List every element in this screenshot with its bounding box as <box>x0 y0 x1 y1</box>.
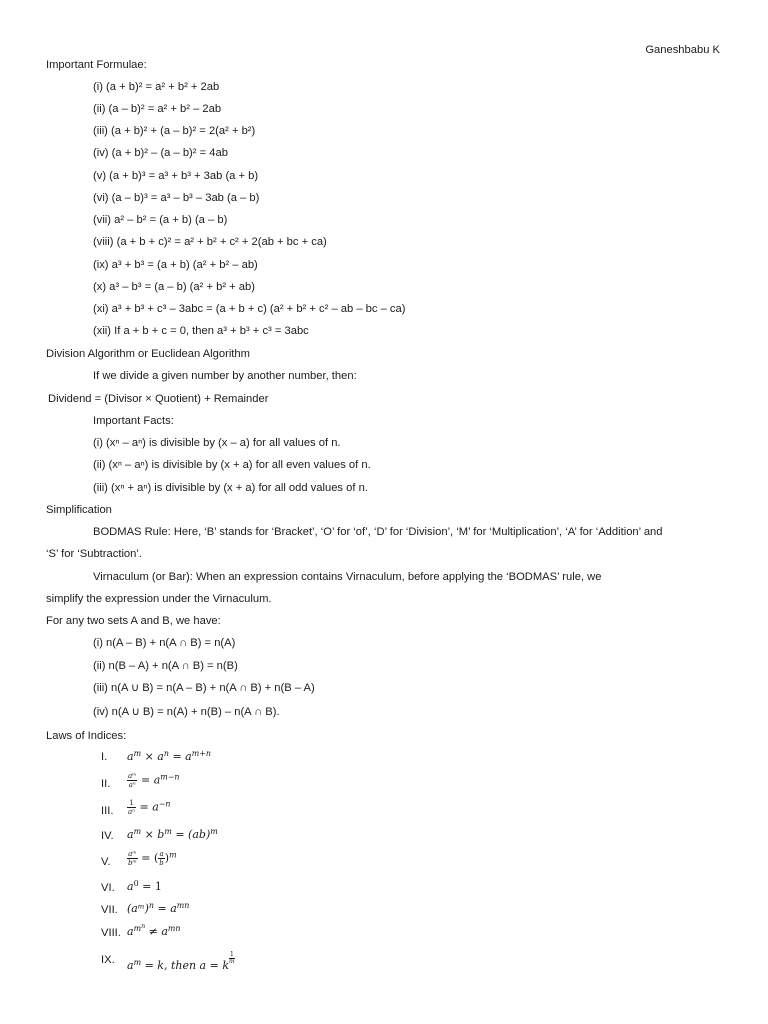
law-numeral: V. <box>101 856 111 868</box>
formula-item: (viii) (a + b + c)² = a² + b² + c² + 2(ab + bc + ca) <box>93 236 327 248</box>
fact-item: (iii) (xⁿ + aⁿ) is divisible by (x + a) for all odd values of n. <box>93 482 368 494</box>
formula-item: (ix) a³ + b³ = (a + b) (a² + b² – ab) <box>93 259 258 271</box>
law-5-expression: $\frac{\text{aᵐ}}{\text{bᵐ}}$ = ( $\frac{a}{b}$ )$^m$ <box>128 850 177 867</box>
indices-heading: Laws of Indices: <box>46 730 127 742</box>
simplification-heading: Simplification <box>46 504 112 516</box>
vinculum-text-cont: simplify the expression under the Virnaculum. <box>46 593 272 605</box>
formula-item: (vi) (a – b)³ = a³ – b³ – 3ab (a – b) <box>93 192 260 204</box>
law-3-expression: $\frac{1}{\text{aⁿ}}$ = $a^{-n}$ <box>128 799 171 816</box>
formula-item: (xii) If a + b + c = 0, then a³ + b³ + c³ = 3abc <box>93 325 309 337</box>
fact-item: (ii) (xⁿ – aⁿ) is divisible by (x + a) for all even values of n. <box>93 459 371 471</box>
author-name: Ganeshbabu K <box>645 44 720 56</box>
set-item: (i) n(A – B) + n(A ∩ B) = n(A) <box>93 637 236 649</box>
formula-item: (xi) a³ + b³ + c³ – 3abc = (a + b + c) (a² + b² + c² – ab – bc – ca) <box>93 303 406 315</box>
facts-heading: Important Facts: <box>93 415 174 427</box>
formula-item: (v) (a + b)³ = a³ + b³ + 3ab (a + b) <box>93 170 259 182</box>
formulae-heading: Important Formulae: <box>46 59 147 71</box>
law-numeral: VIII. <box>101 927 121 939</box>
law-7-expression: (aᵐ)$^n$ = $a^{mn}$ <box>127 901 190 915</box>
formula-item: (x) a³ – b³ = (a – b) (a² + b² + ab) <box>93 281 255 293</box>
law-numeral: VII. <box>101 904 118 916</box>
law-8-expression: $a^{m^n} \ne a^{mn}$ <box>127 922 181 938</box>
set-item: (ii) n(B – A) + n(A ∩ B) = n(B) <box>93 660 238 672</box>
law-numeral: I. <box>101 751 108 763</box>
division-heading: Division Algorithm or Euclidean Algorithm <box>46 348 250 360</box>
law-6-expression: $a^0 = 1$ <box>127 879 162 893</box>
formula-item: (vii) a² – b² = (a + b) (a – b) <box>93 214 228 226</box>
law-numeral: IV. <box>101 830 114 842</box>
law-1-expression: $a^m \times a^n = a^{m+n}$ <box>127 749 211 763</box>
sets-heading: For any two sets A and B, we have: <box>46 615 221 627</box>
law-numeral: II. <box>101 778 111 790</box>
division-intro: If we divide a given number by another number, then: <box>93 370 357 382</box>
set-item: (iii) n(A ∪ B) = n(A – B) + n(A ∩ B) + n(B – A) <box>93 682 315 694</box>
law-numeral: III. <box>101 805 114 817</box>
law-numeral: IX. <box>101 954 115 966</box>
formula-item: (iii) (a + b)² + (a – b)² = 2(a² + b²) <box>93 125 256 137</box>
bodmas-text: BODMAS Rule: Here, ‘B’ stands for ‘Bracket’, ‘O’ for ‘of’, ‘D’ for ‘Division’, ‘M’ for ‘Multiplication’, ‘A’ for ‘Addition’ and <box>93 526 663 538</box>
vinculum-text: Virnaculum (or Bar): When an expression contains Virnaculum, before applying the ‘BODMAS’ rule, we <box>93 571 602 583</box>
law-4-expression: $a^m \times b^m = (ab)^m$ <box>127 827 218 841</box>
formula-item: (ii) (a – b)² = a² + b² – 2ab <box>93 103 222 115</box>
law-2-expression: $\frac{\text{aᵐ}}{\text{aⁿ}}$ = $a^{m-n}$ <box>128 772 180 789</box>
formula-item: (i) (a + b)² = a² + b² + 2ab <box>93 81 220 93</box>
bodmas-text-cont: ‘S’ for ‘Subtraction’. <box>46 548 142 560</box>
formula-item: (iv) (a + b)² – (a – b)² = 4ab <box>93 147 228 159</box>
fact-item: (i) (xⁿ – aⁿ) is divisible by (x – a) for all values of n. <box>93 437 341 449</box>
law-numeral: VI. <box>101 882 115 894</box>
division-equation: Dividend = (Divisor × Quotient) + Remainder <box>48 393 269 405</box>
set-item: (iv) n(A ∪ B) = n(A) + n(B) – n(A ∩ B). <box>93 706 280 718</box>
law-9-expression: $a^m = k$, then a = k $\frac{1}{m}$ <box>127 951 235 972</box>
